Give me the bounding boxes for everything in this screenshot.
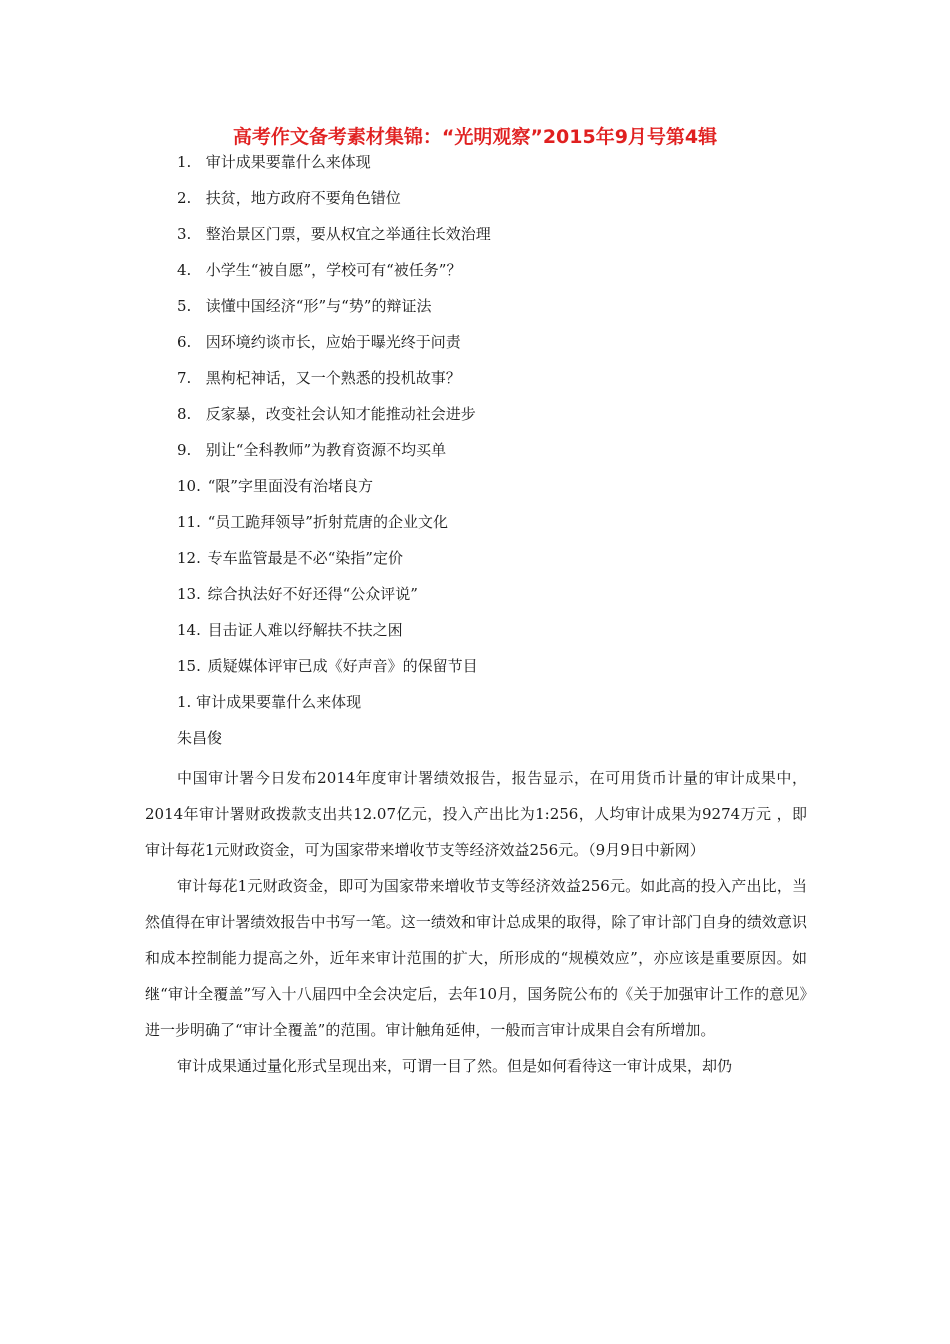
article-paragraph: 审计每花1元财政资金，即可为国家带来增收节支等经济效益256元。如此高的投入产出比，当然值得在审计署绩效报告中书写一笔。这一绩效和审计总成果的取得，除了审计部门自身的绩效意识和成本控制能力提高之外，近年来审计范围的扩大，所形成的“规模效应”，亦应该是重要原因。如继“审计全覆盖”写入十八届四中全会决定后，去年10月，国务院公布的《关于加强审计工作的意见》进一步明确了“审计全覆盖”的范围。审计触角延伸，一般而言审计成果自会有所增加。	[145, 877, 807, 1039]
toc-item	[177, 220, 491, 256]
toc-item	[177, 184, 491, 220]
toc-item-text: “员工跪拜领导”折射荒唐的企业文化	[207, 513, 448, 531]
toc-item-text: 因环境约谈市长，应始于曝光终于问责	[205, 333, 461, 351]
toc-item	[177, 544, 491, 580]
article-heading-text: 审计成果要靠什么来体现	[196, 693, 362, 711]
toc-item-number: 14.	[177, 621, 201, 639]
toc-item-number: 13.	[177, 585, 201, 603]
toc-item-text: “限”字里面没有治堵良方	[207, 477, 373, 495]
toc-item-text: 读懂中国经济“形”与“势”的辩证法	[205, 297, 432, 315]
toc-item-number: 7.	[177, 369, 192, 387]
toc-item	[177, 652, 491, 688]
toc-item-text: 反家暴，改变社会认知才能推动社会进步	[205, 405, 476, 423]
article-heading	[177, 688, 361, 724]
toc-item-number: 3.	[177, 225, 192, 243]
toc-item-text: 综合执法好不好还得“公众评说”	[207, 585, 418, 603]
toc-item	[177, 508, 491, 544]
toc-item-number: 4.	[177, 261, 192, 279]
toc-item-number: 15.	[177, 657, 201, 675]
toc-item	[177, 616, 491, 652]
toc-item-text: 审计成果要靠什么来体现	[205, 153, 371, 171]
toc-item-number: 9.	[177, 441, 192, 459]
toc-item-text: 整治景区门票，要从权宜之举通往长效治理	[205, 225, 491, 243]
toc-item	[177, 472, 491, 508]
toc-item	[177, 580, 491, 616]
toc-item	[177, 400, 491, 436]
toc-item-number: 6.	[177, 333, 192, 351]
toc-item-number: 10.	[177, 477, 201, 495]
toc-item-number: 12.	[177, 549, 201, 567]
article-header	[177, 688, 361, 760]
toc-item	[177, 256, 491, 292]
article-author: 朱昌俊	[177, 729, 223, 747]
toc-item	[177, 436, 491, 472]
article-number: 1.	[177, 693, 192, 711]
toc-item-text: 黑枸杞神话，又一个熟悉的投机故事？	[205, 369, 461, 387]
table-of-contents	[177, 148, 491, 688]
toc-item-text: 质疑媒体评审已成《好声音》的保留节目	[207, 657, 478, 675]
article-paragraph: 审计成果通过量化形式呈现出来，可谓一目了然。但是如何看待这一审计成果，却仍	[177, 1057, 733, 1075]
toc-item-text: 别让“全科教师”为教育资源不均买单	[205, 441, 447, 459]
toc-item	[177, 328, 491, 364]
toc-item-number: 11.	[177, 513, 201, 531]
toc-item-text: 目击证人难以纾解扶不扶之困	[207, 621, 403, 639]
toc-item-text: 小学生“被自愿”，学校可有“被任务”？	[205, 261, 462, 279]
toc-item-number: 8.	[177, 405, 192, 423]
toc-item-number: 2.	[177, 189, 192, 207]
toc-item	[177, 364, 491, 400]
toc-item	[177, 292, 491, 328]
toc-item	[177, 148, 491, 184]
toc-item-number: 1.	[177, 153, 192, 171]
toc-item-text: 专车监管最是不必“染指”定价	[207, 549, 403, 567]
document-title: 高考作文备考素材集锦：“光明观察”2015年9月号第4辑	[232, 126, 718, 148]
article-body	[145, 760, 807, 1084]
article-paragraph: 中国审计署今日发布2014年度审计署绩效报告，报告显示，在可用货币计量的审计成果中，2014年审计署财政拨款支出共12.07亿元，投入产出比为1:256，人均审计成果为9274万元 ，即审计每花1元财政资金，可为国家带来增收节支等经济效益256元。（9月9日中新网）	[145, 769, 807, 859]
toc-item-text: 扶贫，地方政府不要角色错位	[205, 189, 401, 207]
toc-item-number: 5.	[177, 297, 192, 315]
